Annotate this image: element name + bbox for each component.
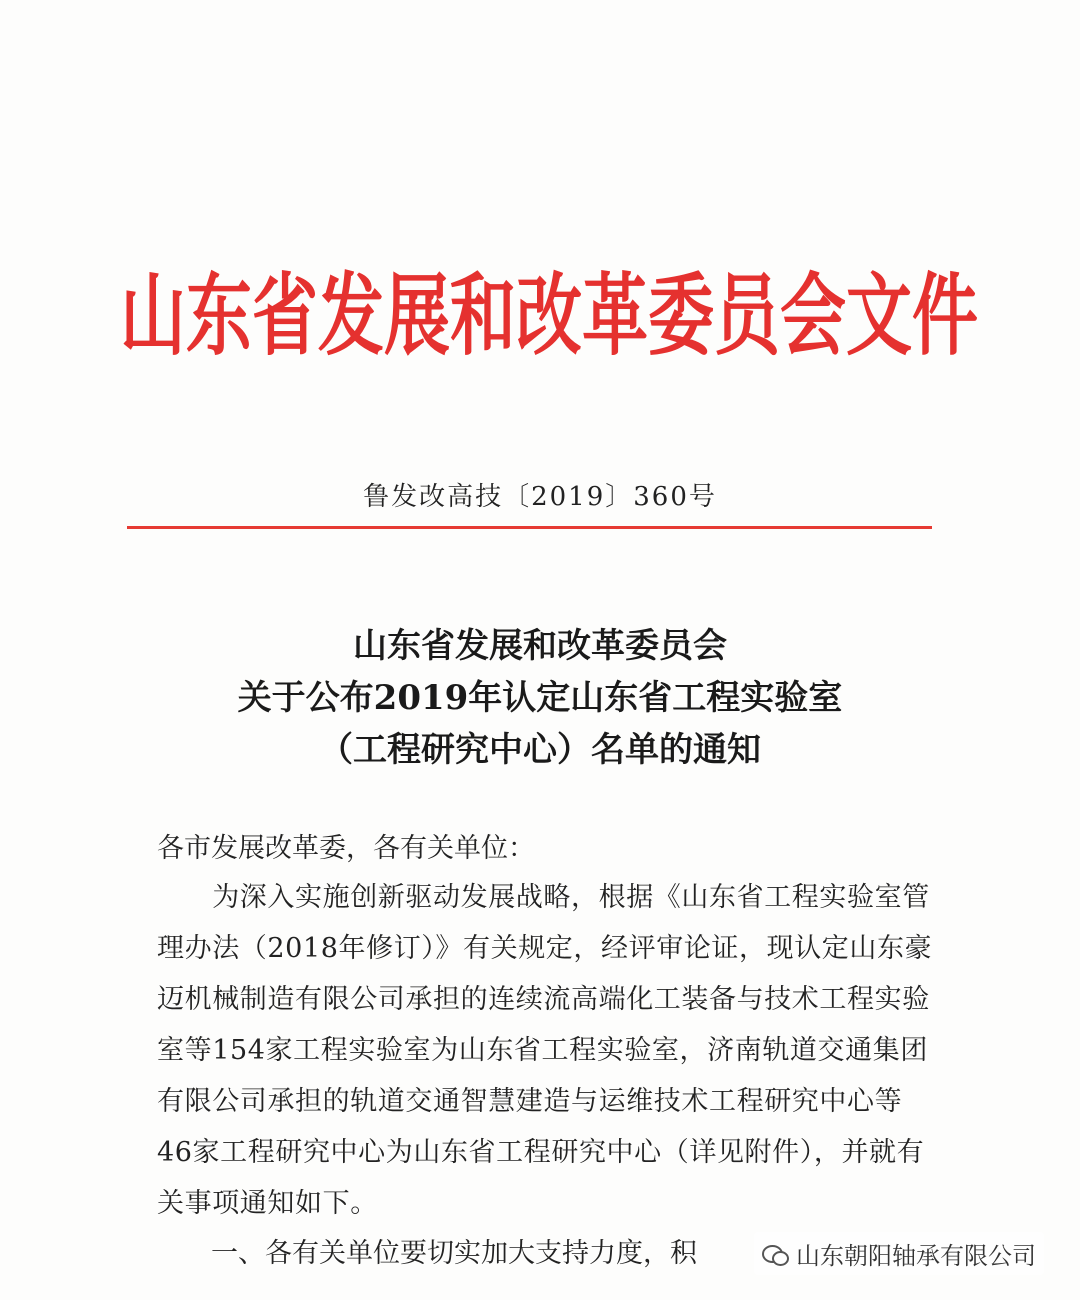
title-line: 关于公布2019年认定山东省工程实验室 — [237, 678, 843, 718]
body-line: 室等154家工程实验室为山东省工程实验室，济南轨道交通集团 — [157, 1035, 928, 1066]
watermark-text: 山东朝阳轴承有限公司 — [796, 1242, 1036, 1270]
notice-title — [0, 620, 1080, 776]
wechat-watermark — [754, 1232, 1044, 1275]
red-divider-line — [127, 526, 932, 529]
body-line: 迈机械制造有限公司承担的连续流高端化工装备与技术工程实验 — [157, 984, 930, 1015]
document-number: 鲁发改高技〔2019〕360号 — [363, 482, 717, 512]
body-line: 为深入实施创新驱动发展战略，根据《山东省工程实验室管 — [157, 882, 930, 913]
wechat-icon — [762, 1243, 788, 1265]
salutation: 各市发展改革委，各有关单位： — [157, 833, 535, 864]
next-paragraph: 一、各有关单位要切实加大支持力度，积 — [211, 1238, 697, 1269]
title-line: （工程研究中心）名单的通知 — [319, 730, 761, 770]
body-line: 46家工程研究中心为山东省工程研究中心（详见附件），并就有 — [157, 1137, 925, 1168]
title-line: 山东省发展和改革委员会 — [353, 626, 727, 666]
body-line: 有限公司承担的轨道交通智慧建造与运维技术工程研究中心等 — [157, 1086, 903, 1117]
masthead-title: 山东省发展和改革委员会文件 — [120, 264, 978, 369]
body-line: 关事项通知如下。 — [157, 1188, 378, 1219]
body-paragraph — [157, 872, 957, 1229]
body-line: 理办法（2018年修订）》有关规定，经评审论证，现认定山东豪 — [157, 933, 933, 964]
